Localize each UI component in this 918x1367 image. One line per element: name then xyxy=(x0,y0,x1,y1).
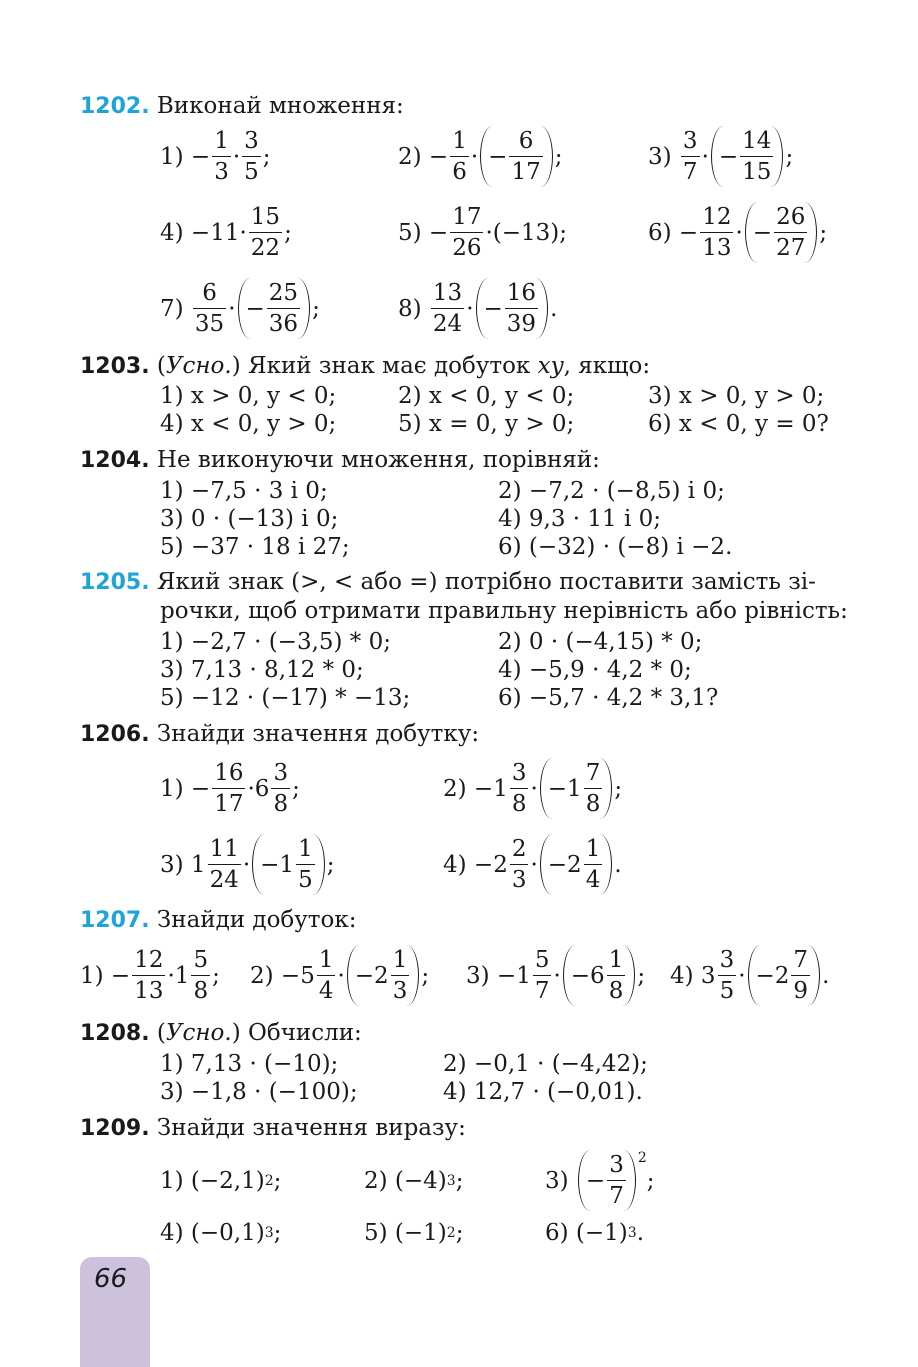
exercise-1204-heading: 1204. Не виконуючи множення, порівняй: xyxy=(80,447,600,473)
ex1202-item-5: 5) − $\frac{17}{26}$ ·(−13); xyxy=(398,204,568,261)
ex1208-item-1: 1) 7,13 · (−10); xyxy=(160,1051,339,1077)
ex1203-item-3: 3) x > 0, y > 0; xyxy=(648,383,825,409)
ex1205-item-5: 5) −12 · (−17) * −13; xyxy=(160,685,411,711)
ex1208-item-4: 4) 12,7 · (−0,01). xyxy=(443,1079,643,1105)
ex1203-item-2: 2) x < 0, y < 0; xyxy=(398,383,575,409)
ex1204-item-6: 6) (−32) · (−8) і −2. xyxy=(498,534,733,560)
ex1203-item-5: 5) x = 0, y > 0; xyxy=(398,411,575,437)
ex1202-item-7: 7) $\frac{6}{35}$ · − $\frac{25}{36}$ ; xyxy=(160,280,320,337)
ex1203-item-1: 1) x > 0, y < 0; xyxy=(160,383,337,409)
ex1209-item-6: 6) (−1) 3 . xyxy=(545,1220,645,1246)
ex1208-item-3: 3) −1,8 · (−100); xyxy=(160,1079,358,1105)
ex1204-item-4: 4) 9,3 · 11 і 0; xyxy=(498,506,662,532)
ex1202-item-2: 2) − $\frac{1}{6}$ · − $\frac{6}{17}$ ; xyxy=(398,128,563,185)
ex1205-item-2: 2) 0 · (−4,15) * 0; xyxy=(498,629,703,655)
exercise-1207-heading: 1207. Знайди добуток: xyxy=(80,907,357,933)
ex1205-heading-line2: рочки, щоб отримати правильну нерівність або рівність: xyxy=(160,598,848,624)
ex1206-item-3: 3) 1 $\frac{11}{24}$ · −1 $\frac{1}{5}$ ; xyxy=(160,836,335,893)
ex1205-item-6: 6) −5,7 · 4,2 * 3,1? xyxy=(498,685,719,711)
exercise-1206-heading: 1206. Знайди значення добутку: xyxy=(80,721,480,747)
ex1206-item-4: 4) −2 $\frac{2}{3}$ · −2 $\frac{1}{4}$ . xyxy=(443,836,622,893)
ex1203-item-4: 4) x < 0, y > 0; xyxy=(160,411,337,437)
ex1203-item-6: 6) x < 0, y = 0? xyxy=(648,411,829,437)
ex1202-item-8: 8) $\frac{13}{24}$ · − $\frac{16}{39}$ . xyxy=(398,280,558,337)
ex1206-item-1: 1) − $\frac{16}{17}$ ·6 $\frac{3}{8}$ ; xyxy=(160,760,300,817)
exercise-1208-heading: 1208. (Усно.) Обчисли: xyxy=(80,1020,362,1046)
ex1205-item-4: 4) −5,9 · 4,2 * 0; xyxy=(498,657,692,683)
ex1202-item-4: 4) −11· $\frac{15}{22}$ ; xyxy=(160,204,292,261)
ex1207-item-3: 3) −1 $\frac{5}{7}$ · −6 $\frac{1}{8}$ ; xyxy=(466,947,646,1004)
ex1202-item-1: 1) − $\frac{1}{3}$ · $\frac{3}{5}$ ; xyxy=(160,128,271,185)
exercise-1202-heading: 1202. Виконай множення: xyxy=(80,93,404,119)
exercise-1203-heading: 1203. (Усно.) Який знак має добуток xy, якщо: xyxy=(80,353,651,379)
ex1207-item-2: 2) −5 $\frac{1}{4}$ · −2 $\frac{1}{3}$ ; xyxy=(250,947,430,1004)
ex1204-item-3: 3) 0 · (−13) і 0; xyxy=(160,506,339,532)
ex1202-item-6: 6) − $\frac{12}{13}$ · − $\frac{26}{27}$ ; xyxy=(648,204,828,261)
ex1209-item-4: 4) (−0,1) 3 ; xyxy=(160,1220,282,1246)
ex1204-item-5: 5) −37 · 18 і 27; xyxy=(160,534,350,560)
ex1205-item-1: 1) −2,7 · (−3,5) * 0; xyxy=(160,629,391,655)
ex1202-item-3: 3) $\frac{3}{7}$ · − $\frac{14}{15}$ ; xyxy=(648,128,794,185)
ex1205-item-3: 3) 7,13 · 8,12 * 0; xyxy=(160,657,364,683)
ex1208-item-2: 2) −0,1 · (−4,42); xyxy=(443,1051,648,1077)
ex1209-item-3: 3) − $\frac{3}{7}$ 2 ; xyxy=(545,1150,655,1209)
page-number: 66 xyxy=(94,1264,128,1294)
ex1209-item-2: 2) (−4) 3 ; xyxy=(364,1168,464,1194)
ex1206-item-2: 2) −1 $\frac{3}{8}$ · −1 $\frac{7}{8}$ ; xyxy=(443,760,623,817)
exercise-1209-heading: 1209. Знайди значення виразу: xyxy=(80,1115,466,1141)
ex1209-item-5: 5) (−1) 2 ; xyxy=(364,1220,464,1246)
ex1204-item-1: 1) −7,5 · 3 і 0; xyxy=(160,478,328,504)
ex1207-item-4: 4) 3 $\frac{3}{5}$ · −2 $\frac{7}{9}$ . xyxy=(670,947,830,1004)
ex1209-item-1: 1) (−2,1) 2 ; xyxy=(160,1168,282,1194)
exercise-1205-heading: 1205. Який знак (>, < або =) потрібно поставити замість зі- xyxy=(80,569,816,595)
ex1207-item-1: 1) − $\frac{12}{13}$ ·1 $\frac{5}{8}$ ; xyxy=(80,947,220,1004)
ex1204-item-2: 2) −7,2 · (−8,5) і 0; xyxy=(498,478,725,504)
